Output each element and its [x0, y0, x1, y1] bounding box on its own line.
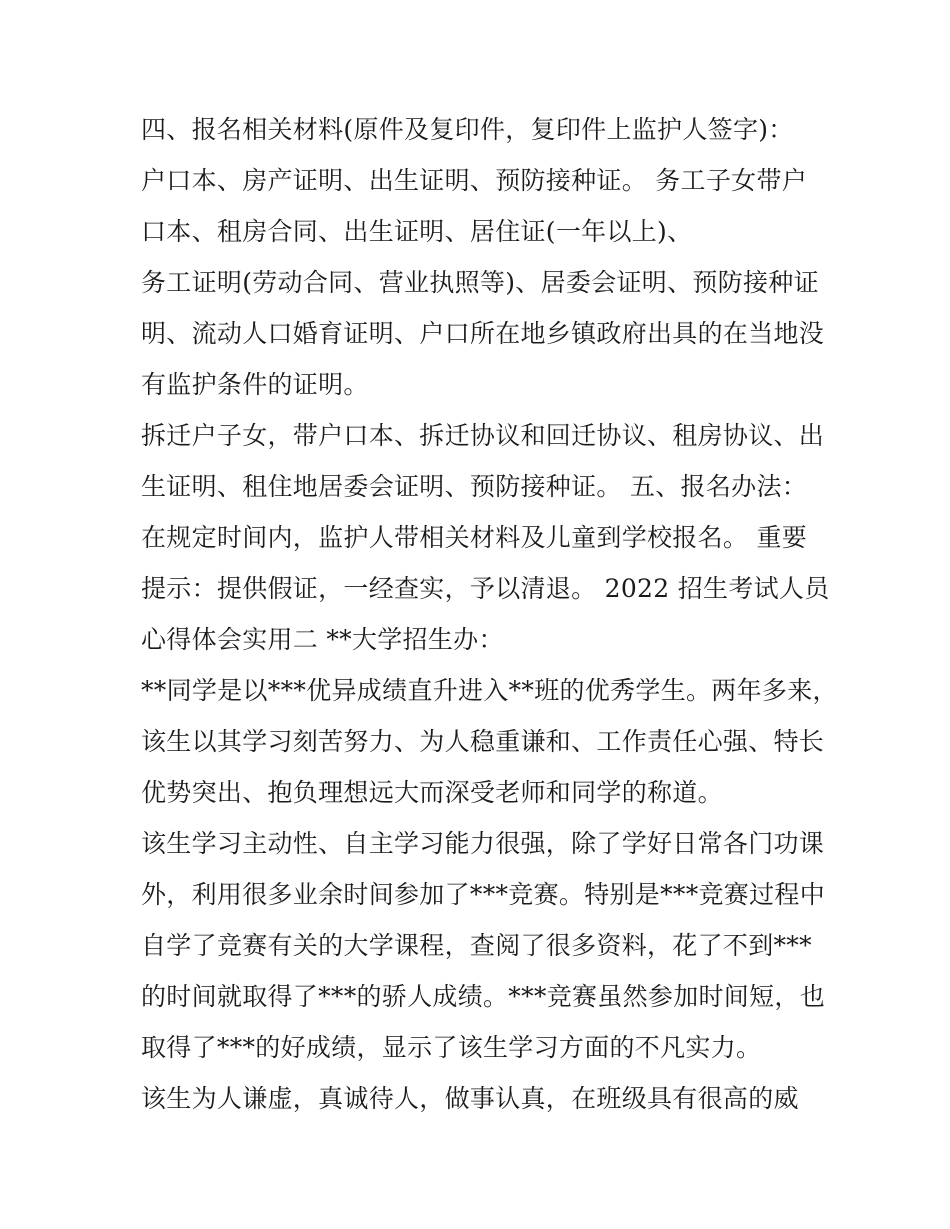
- text-line: 明、流动人口婚育证明、户口所在地乡镇政府出具的在当地没: [141, 319, 825, 348]
- text-line: 四、报名相关材料(原件及复印件，复印件上监护人签字)：: [141, 115, 794, 144]
- text-line: 心得体会实用二 **大学招生办：: [141, 625, 504, 654]
- text-line: 该生学习主动性、自主学习能力很强，除了学好日常各门功课: [141, 829, 825, 858]
- text-line: 优势突出、抱负理想远大而深受老师和同学的称道。: [141, 778, 723, 807]
- text-line: **同学是以***优异成绩直升进入**班的优秀学生。两年多来，: [141, 676, 838, 705]
- text-line: 取得了***的好成绩，显示了该生学习方面的不凡实力。: [141, 1033, 762, 1062]
- text-line: 的时间就取得了***的骄人成绩。***竞赛虽然参加时间短，也: [141, 982, 826, 1011]
- text-line: 务工证明(劳动合同、营业执照等)、居委会证明、预防接种证: [141, 268, 819, 297]
- text-line: 生证明、租住地居委会证明、预防接种证。 五、报名办法：: [141, 472, 808, 501]
- text-line: 有监护条件的证明。: [141, 370, 369, 399]
- text-line: 拆迁户子女，带户口本、拆迁协议和回迁协议、租房协议、出: [141, 421, 825, 450]
- text-line: 该生为人谦虚，真诚待人，做事认真，在班级具有很高的威: [141, 1084, 799, 1113]
- text-line: 户口本、房产证明、出生证明、预防接种证。 务工子女带户: [141, 166, 808, 195]
- text-line: 该生以其学习刻苦努力、为人稳重谦和、工作责任心强、特长: [141, 727, 825, 756]
- text-line: 提示：提供假证，一经查实，予以清退。 2022 招生考试人员: [141, 574, 830, 603]
- text-line: 在规定时间内，监护人带相关材料及儿童到学校报名。 重要: [141, 523, 808, 552]
- text-line: 外，利用很多业余时间参加了***竞赛。特别是***竞赛过程中: [141, 880, 826, 909]
- text-line: 口本、租房合同、出生证明、居住证(一年以上)、: [141, 217, 693, 246]
- text-line: 自学了竞赛有关的大学课程，查阅了很多资料，花了不到***: [141, 931, 812, 960]
